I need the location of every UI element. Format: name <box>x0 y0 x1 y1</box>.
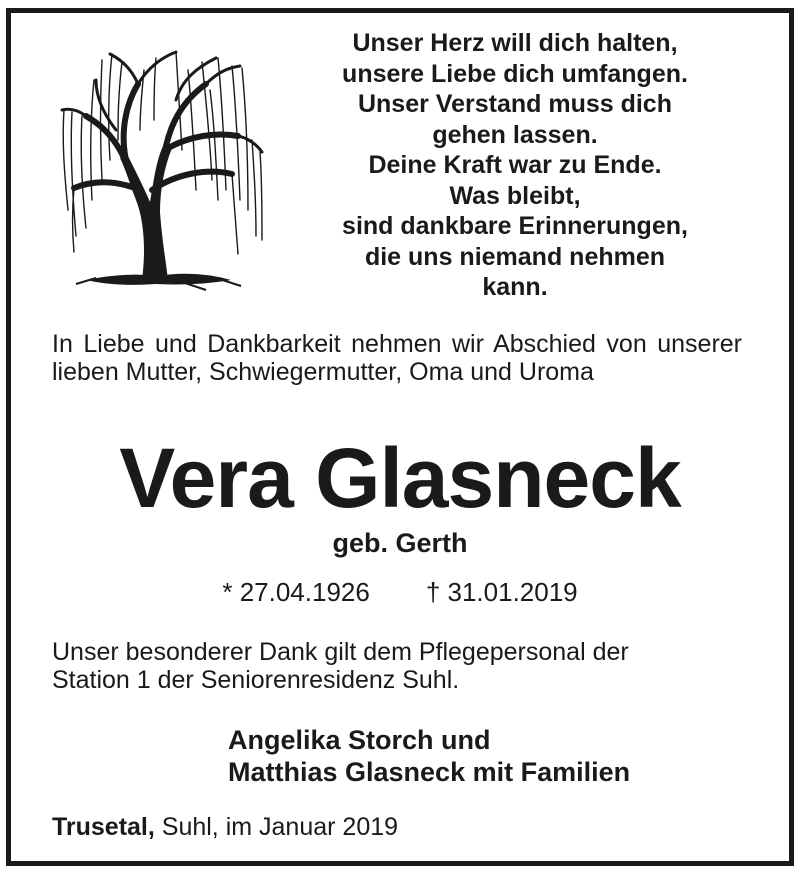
place-rest: Suhl, im Januar 2019 <box>154 813 399 841</box>
poem-line: sind dankbare Erinnerungen, <box>342 212 688 240</box>
place-town: Trusetal, <box>52 813 155 841</box>
signers <box>228 724 748 788</box>
thanks-line: Unser besonderer Dank gilt dem Pflegepersonal der <box>52 638 629 666</box>
signer-line: Angelika Storch und <box>228 725 491 755</box>
poem-line: Was bleibt, <box>449 181 581 210</box>
weeping-tree-icon <box>56 40 266 296</box>
place-date <box>52 812 752 842</box>
thanks-line: Station 1 der Seniorenresidenz Suhl. <box>52 666 460 694</box>
poem <box>290 28 740 303</box>
death-date: † 31.01.2019 <box>425 577 578 607</box>
signer-line: Matthias Glasneck mit Familien <box>228 757 631 787</box>
poem-line: unsere Liebe dich umfangen. <box>342 59 688 88</box>
birth-date: * 27.04.1926 <box>222 577 370 607</box>
poem-line: Unser Verstand muss dich <box>357 90 672 118</box>
poem-line: Deine Kraft war zu Ende. <box>368 151 662 179</box>
poem-line: die uns niemand nehmen <box>364 242 666 271</box>
birth-name: geb. Gerth <box>332 528 468 558</box>
deceased-name: Vera Glasneck <box>119 431 681 525</box>
poem-line: kann. <box>482 273 548 301</box>
poem-line: Unser Herz will dich halten, <box>352 29 678 57</box>
farewell-intro: In Liebe und Dankbarkeit nehmen wir Abschied von unserer lieben Mutter, Schwiegermutter, Oma und Uroma <box>52 330 742 386</box>
life-dates <box>0 576 800 608</box>
thanks-note <box>52 638 752 694</box>
poem-line: gehen lassen. <box>432 120 598 149</box>
